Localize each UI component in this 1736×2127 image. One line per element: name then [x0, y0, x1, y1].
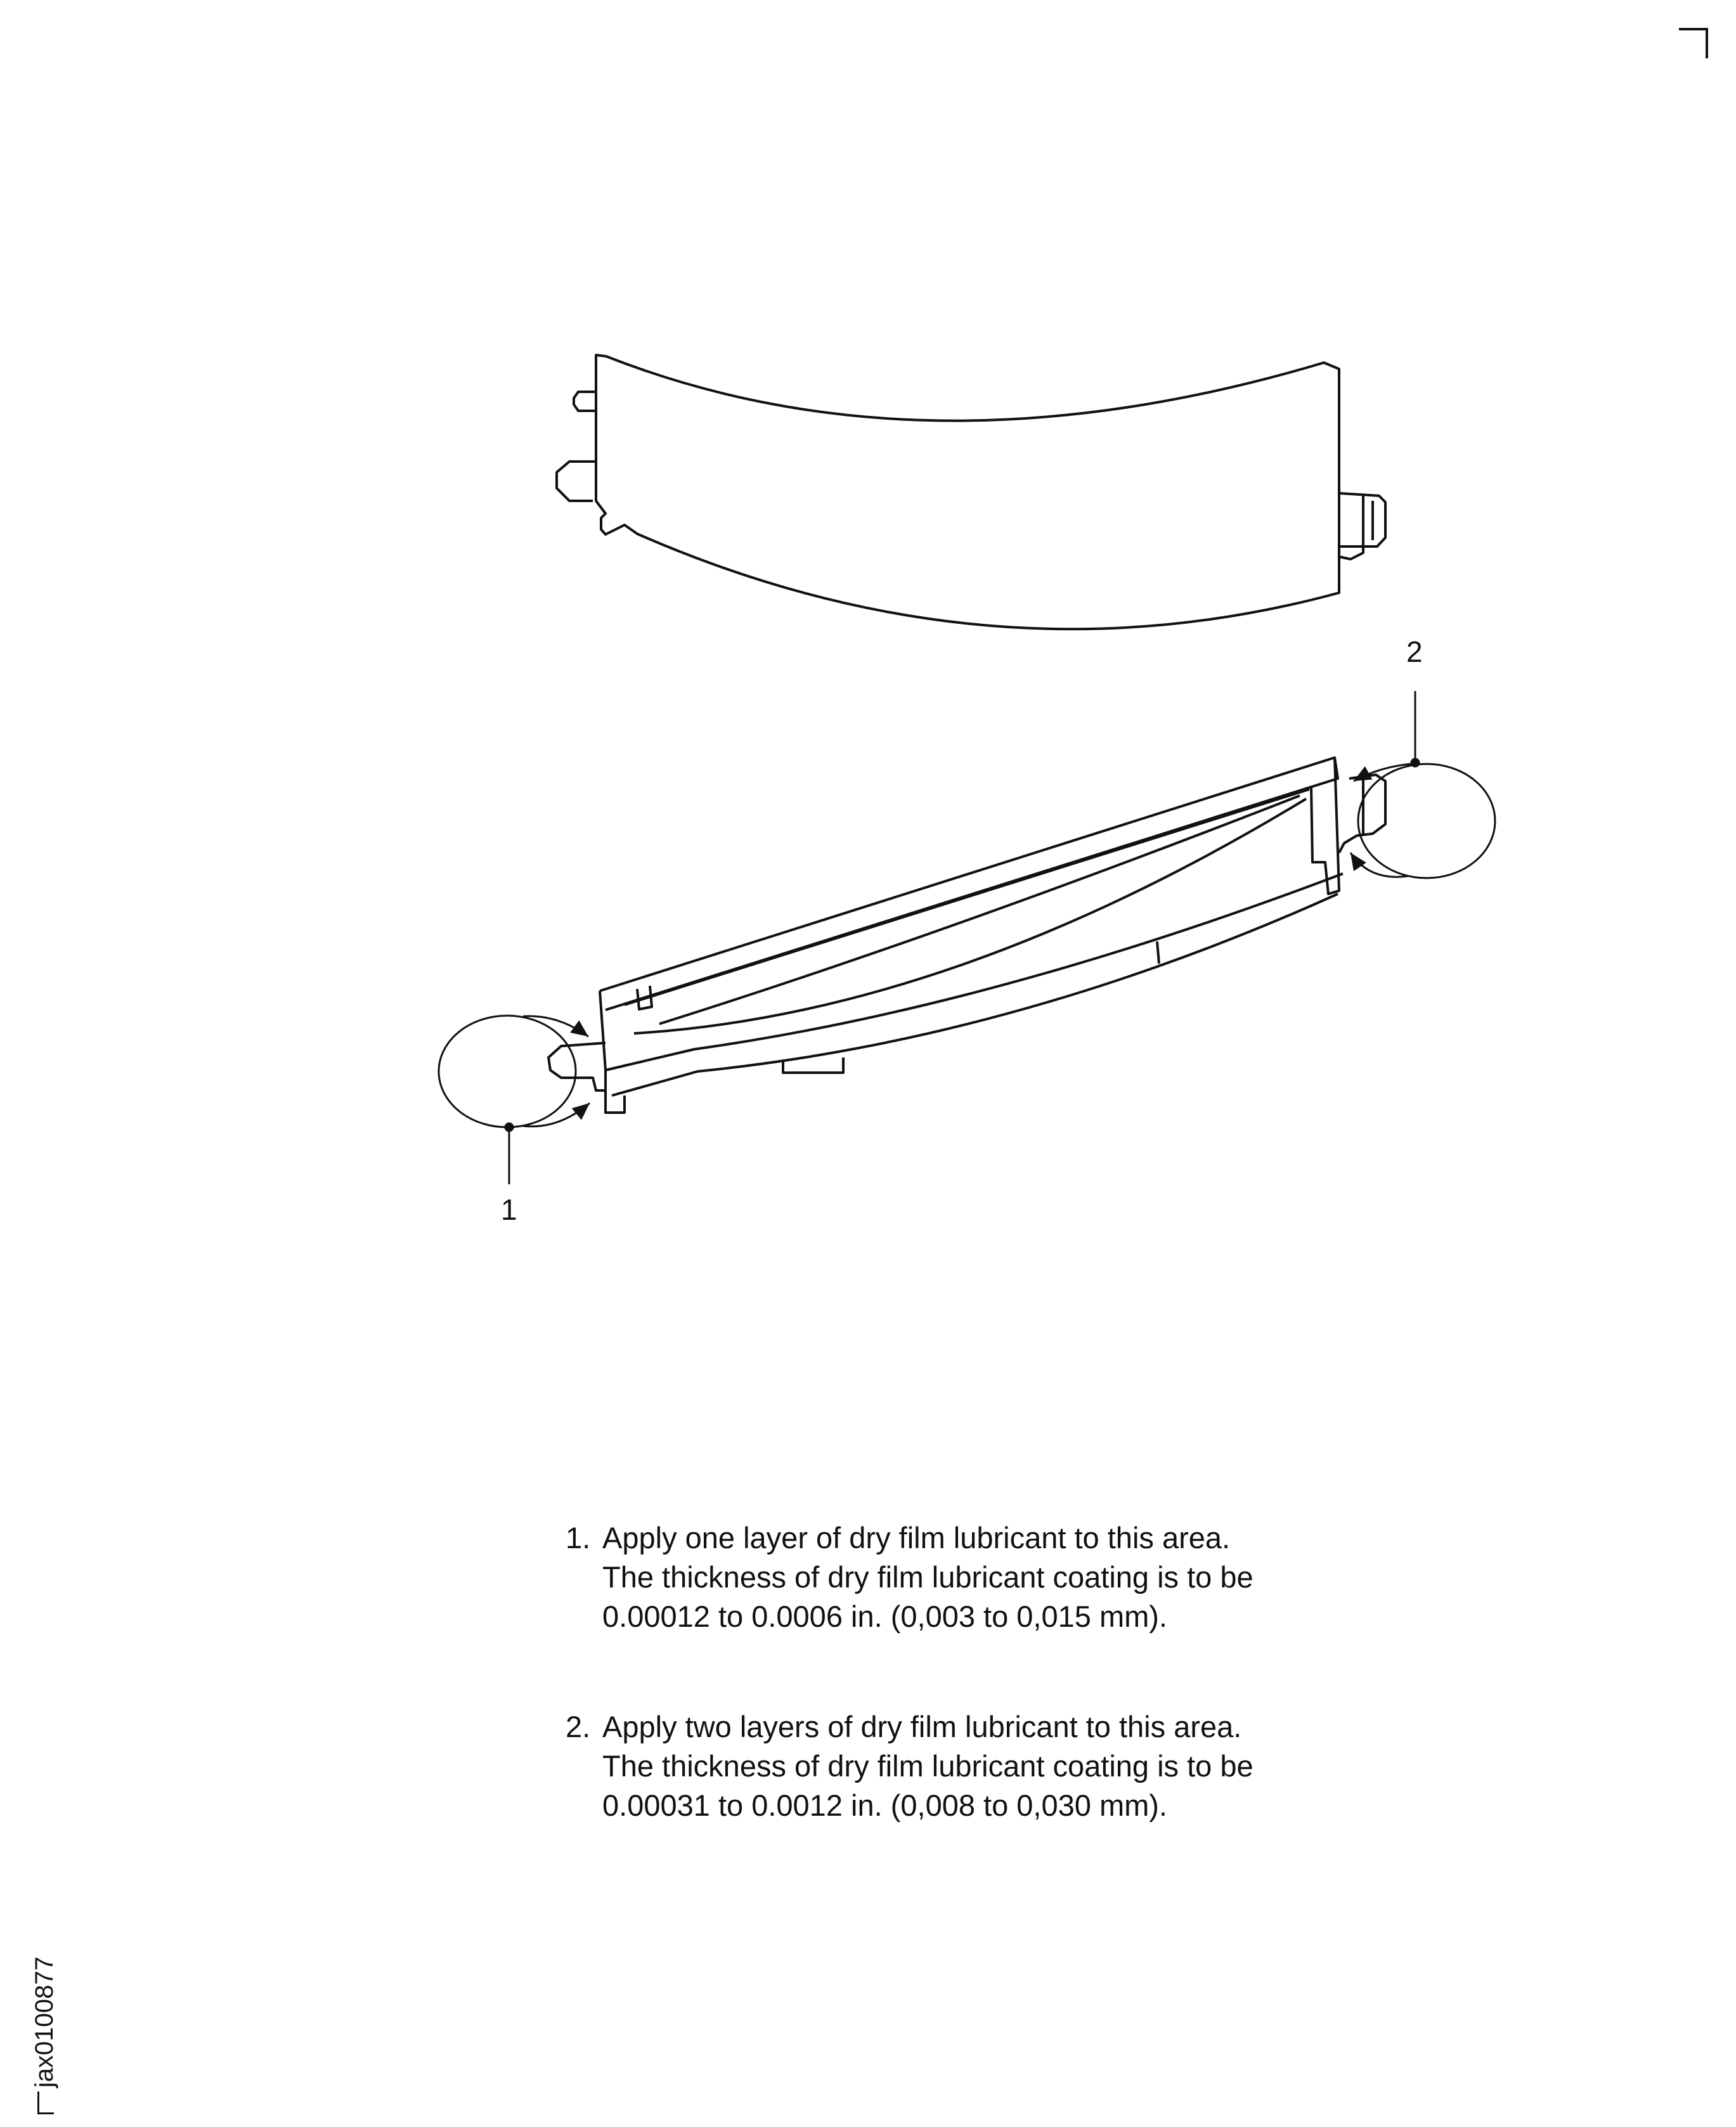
note-2-text [602, 1707, 1390, 1825]
callout-1-ellipse [439, 1016, 576, 1127]
callout-2-ellipse [1358, 764, 1495, 878]
note-2-number: 2. [566, 1710, 591, 1743]
callout-1-label: 1 [501, 1193, 517, 1226]
callout-1-indicator [439, 1016, 590, 1184]
tray-inner-curve [634, 799, 1306, 1033]
callout-2-label: 2 [1406, 635, 1423, 668]
lower-tray [548, 758, 1385, 1113]
callout-1-dot [505, 1123, 513, 1131]
note-1-line-3: 0.00012 to 0.0006 in. (0,003 to 0,015 mm). [602, 1600, 1167, 1633]
tray-back-rim [600, 758, 1338, 1010]
note-1-text [602, 1518, 1390, 1636]
tray-right-end-wall [1311, 758, 1339, 894]
tray-inner-fold [659, 796, 1300, 1024]
tray-left-clip [548, 1043, 606, 1090]
figure-id-text: jax0100877 [30, 1956, 58, 2088]
note-1-number: 1. [566, 1521, 591, 1555]
note-2-line-3: 0.00031 to 0.0012 in. (0,008 to 0,030 mm). [602, 1788, 1167, 1822]
tray-rib-mark [1157, 941, 1159, 964]
figure-id-bracket-icon [37, 2091, 54, 2114]
note-2-line-2: The thickness of dry film lubricant coating is to be [602, 1749, 1253, 1783]
note-2 [566, 1707, 1390, 1825]
note-1 [566, 1518, 1390, 1636]
lubrication-notes [566, 1518, 1390, 1825]
figure-id [32, 1956, 57, 2114]
cover-right-hinge-inner [1339, 496, 1363, 559]
tray-bottom-edge [612, 894, 1338, 1096]
note-1-line-1: Apply one layer of dry film lubricant to this area. [602, 1521, 1231, 1555]
cover-left-tab-lower [557, 462, 596, 501]
cover-left-tab-upper [574, 392, 596, 411]
upper-cover-panel [557, 355, 1385, 629]
note-2-line-1: Apply two layers of dry film lubricant to this area. [602, 1710, 1242, 1743]
cover-panel-outline [596, 355, 1339, 629]
note-1-line-2: The thickness of dry film lubricant coating is to be [602, 1560, 1253, 1594]
tray-back-lip-line [625, 789, 1309, 1005]
callout-2-dot [1411, 759, 1419, 766]
tray-left-end-wall [600, 991, 606, 1106]
callout-2-indicator [1351, 691, 1495, 878]
tray-front-edge [606, 874, 1343, 1070]
